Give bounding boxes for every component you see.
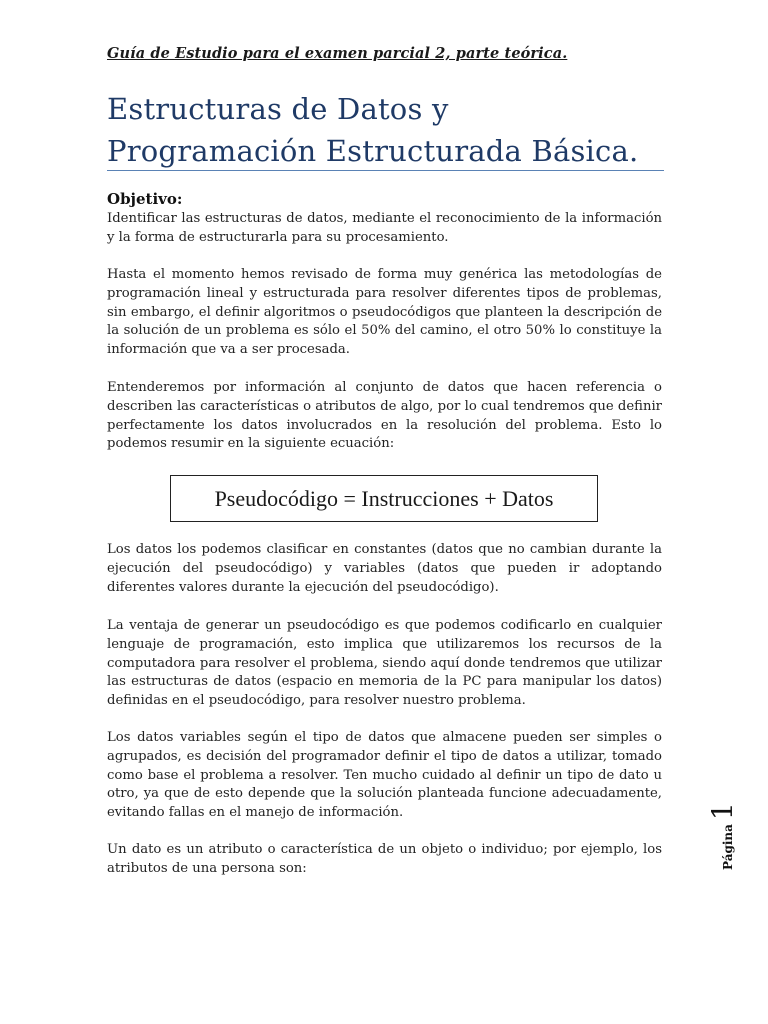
equation-box: [170, 475, 598, 522]
paragraph-information: Entenderemos por información al conjunto de datos que hacen referencia o describen las características o atributos de algo, por lo cual tendremos que definir perfectamente los datos involucrados en la resolución del problema. Esto lo podemos resumir en la siguiente ecuación:: [107, 380, 662, 452]
paragraph-constants-variables: Los datos los podemos clasificar en constantes (datos que no cambian durante la ejecución del pseudocódigo) y variables (datos que pueden ir adoptando diferentes valores durante la ejecución del pseudocódigo).: [107, 542, 662, 595]
page-label: Página: [721, 824, 735, 870]
paragraph-attributes: Un dato es un atributo o característica de un objeto o individuo; por ejemplo, los atributos de una persona son:: [107, 842, 662, 876]
paragraph-advantage: La ventaja de generar un pseudocódigo es que podemos codificarlo en cualquier lenguaje de programación, esto implica que utilizaremos los recursos de la computadora para resolver el problema, siendo aquí donde tendremos que utilizar las estructuras de datos (espacio en memoria de la PC para manipular los datos) definidas en el pseudocódigo, para resolver nuestro problema.: [107, 618, 662, 709]
paragraph-objective: Identificar las estructuras de datos, mediante el reconocimiento de la información y la forma de estructurarla para su procesamiento.: [107, 211, 662, 245]
objective-heading: Objetivo:: [107, 190, 183, 208]
page-number-marker: [706, 802, 739, 870]
title-divider: [107, 170, 664, 171]
paragraph-methodologies: Hasta el momento hemos revisado de forma muy genérica las metodologías de programación lineal y estructurada para resolver diferentes tipos de problemas, sin embargo, el definir algoritmos o pseudocódigos que planteen la descripción de la solución de un problema es sólo el 50% del camino, el otro 50% lo constituye la información que va a ser procesada.: [107, 267, 662, 358]
paragraph-data-types: Los datos variables según el tipo de datos que almacene pueden ser simples o agrupados, es decisión del programador definir el tipo de datos a utilizar, tomado como base el problema a resolver. Ten mucho cuidado al definir un tipo de dato u otro, ya que de esto depende que la solución planteada funcione adecuadamente, evitando fallas en el manejo de información.: [107, 730, 662, 821]
page-number: 1: [706, 802, 739, 821]
document-header: Guía de Estudio para el examen parcial 2, parte teórica.: [107, 45, 568, 62]
equation-text: Pseudocódigo = Instrucciones + Datos: [214, 485, 554, 511]
page-title: Estructuras de Datos y Programación Estructurada Básica.: [107, 92, 639, 168]
